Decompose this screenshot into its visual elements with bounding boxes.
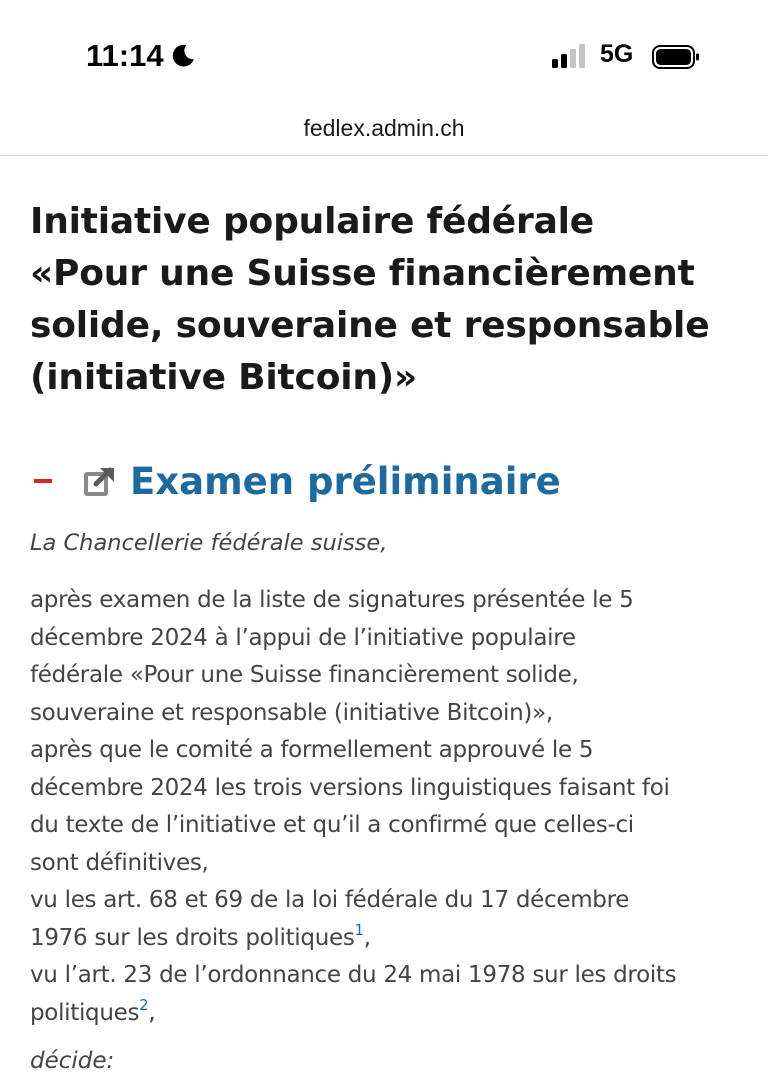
status-bar [0, 0, 768, 112]
footnote-link-2[interactable]: 2 [139, 995, 149, 1014]
clock [86, 38, 196, 74]
preamble-line: décembre 2024 à l’appui de l’initiative populaire [30, 624, 576, 651]
preamble-line: après examen de la liste de signatures présentée le 5 [30, 587, 634, 613]
preamble-line: vu l’art. 23 de l’ordonnance du 24 mai 1978 sur les droits [30, 962, 677, 988]
clock-time: 11:14 [86, 38, 164, 73]
moon-icon [170, 43, 196, 69]
preamble-text [30, 582, 730, 1032]
preamble-line: du texte de l’initiative et qu’il a confirmé que celles-ci [30, 812, 634, 838]
cellular-signal-icon [552, 44, 585, 68]
punctuation: , [148, 999, 156, 1026]
address-bar[interactable] [0, 112, 768, 156]
title-line: «Pour une Suisse financièrement [30, 253, 695, 294]
preamble-line-text: politiques [30, 999, 140, 1026]
title-line: Initiative populaire fédérale [30, 201, 595, 242]
preamble-line: fédérale «Pour une Suisse financièrement solide, [30, 662, 579, 688]
issuer-line: La Chancellerie fédérale suisse, [30, 530, 388, 556]
page-title [30, 196, 730, 404]
preamble-line: souveraine et responsable (initiative Bitcoin)», [30, 699, 553, 726]
preamble-line [30, 920, 730, 958]
title-line: (initiative Bitcoin)» [30, 357, 418, 398]
collapse-toggle[interactable] [34, 479, 52, 483]
preamble-line: vu les art. 68 et 69 de la loi fédérale du 17 décembre [30, 887, 630, 913]
section-title-link[interactable]: Examen préliminaire [130, 459, 561, 503]
punctuation: , [363, 924, 371, 951]
preamble-line [30, 995, 730, 1033]
section-header [30, 456, 730, 506]
decision-heading: décide: [30, 1048, 115, 1074]
external-link-icon[interactable] [82, 464, 116, 498]
preamble-line: après que le comité a formellement approuvé le 5 [30, 737, 594, 763]
network-type: 5G [600, 40, 634, 68]
title-line: solide, souveraine et responsable [30, 305, 710, 346]
battery-icon [652, 45, 700, 69]
footnote-link-1[interactable]: 1 [354, 920, 364, 939]
preamble-line: sont définitives, [30, 849, 209, 876]
preamble-line: décembre 2024 les trois versions linguistiques faisant foi [30, 774, 670, 801]
document-content [30, 196, 730, 1074]
url-text: fedlex.admin.ch [303, 115, 465, 141]
preamble-line-text: 1976 sur les droits politiques [30, 924, 355, 951]
